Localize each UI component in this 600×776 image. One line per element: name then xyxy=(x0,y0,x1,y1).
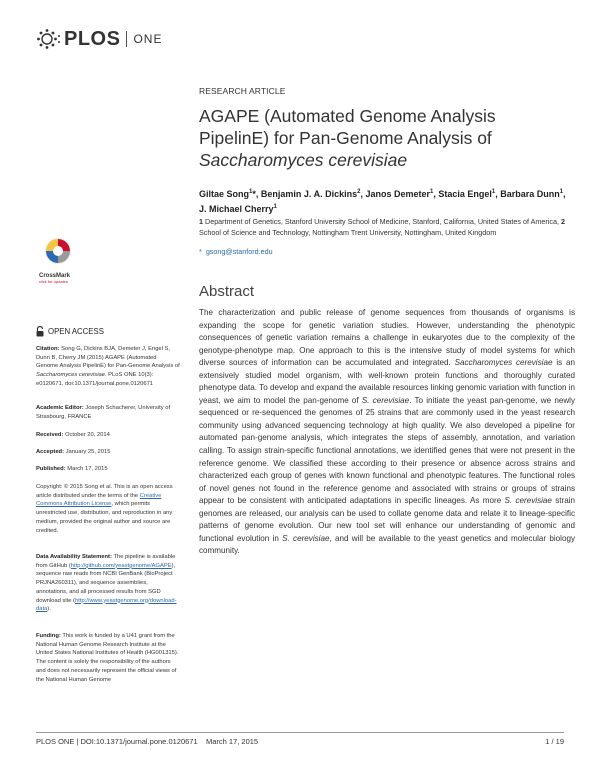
footer-citation: PLOS ONE | DOI:10.1371/journal.pone.0120671 March 17, 2015 xyxy=(36,737,259,746)
affil-text: Department of Genetics, Stanford University School of Medicine, Stanford, California, United States of America, xyxy=(205,217,559,226)
page-number: 1 / 19 xyxy=(545,737,564,746)
published-label: Published: xyxy=(36,466,66,472)
author-affil: 2 xyxy=(357,189,361,195)
corresponding-email xyxy=(199,247,273,256)
article-type: RESEARCH ARTICLE xyxy=(199,86,286,96)
funding-label: Funding: xyxy=(36,633,61,639)
logo-divider xyxy=(126,31,127,47)
abstract-part: , and will be available to the yeast genetics and molecular biology community. xyxy=(199,533,575,556)
plos-dots-icon xyxy=(36,28,62,50)
citation-species: Saccharomyces cerevisiae xyxy=(36,372,105,379)
crossmark-sub: click for updates xyxy=(39,279,68,284)
funding xyxy=(36,632,180,684)
accepted-value: January 25, 2015 xyxy=(65,449,111,455)
data-text: ), sequence raw reads from NCBI GenBank (BioProject PRJNA260311), and sequence assemblies, annotations, and all processed results from SGD download site ( xyxy=(36,562,176,604)
affil-text: School of Science and Technology, Nottingham Trent University, Nottingham, United Kingdom xyxy=(199,227,497,237)
author-affil: 1 xyxy=(273,203,277,210)
author-affil: 1 xyxy=(559,189,564,195)
editor-text: Joseph Schacherer, University of Strasbourg, FRANCE xyxy=(36,405,171,420)
species-name: S. cerevisiae xyxy=(361,395,410,405)
author-affil: 1 xyxy=(429,189,434,195)
citation xyxy=(36,345,180,389)
crossmark-badge[interactable] xyxy=(36,236,80,284)
license-link[interactable]: Creative Commons Attribution License xyxy=(36,492,162,508)
received-date xyxy=(36,431,180,440)
footer-divider xyxy=(36,732,564,733)
abstract-part: The characterization and public release of genome sequences from thousands of organisms is expanding the scope for genetic variation studies. However, understanding the phenotypic consequences of genetic variation remains a challenge in eukaryotes due to the complexity of the genotype-phenotype map. One approach to this is the intensive study of model systems for which diverse sources of information can be accumulated and integrated. xyxy=(199,308,575,368)
affil-number: 2 xyxy=(560,217,565,226)
author[interactable]: Giltae Song xyxy=(199,189,250,199)
accepted-label: Accepted: xyxy=(36,449,65,455)
open-access-badge xyxy=(36,326,104,337)
editor-label: Academic Editor: xyxy=(36,405,84,411)
abstract-text xyxy=(199,307,575,558)
author-list: Giltae Song$^1$*, Benjamin J. A. Dickins$^2$, Janos Demeter$^1$, Stacia Engel$^1$, Barbara Dunn$^1$, J. Michael Cherry$^1$ xyxy=(199,189,566,214)
abstract-heading: Abstract xyxy=(199,283,255,300)
affiliations xyxy=(199,217,579,238)
email-link[interactable]: gsong@stanford.edu xyxy=(205,247,273,256)
github-link[interactable]: http://github.com/yeastgenome/AGAPE xyxy=(70,562,172,569)
author[interactable]: Barbara Dunn xyxy=(500,189,560,199)
corresponding-star: * xyxy=(252,189,256,199)
data-availability xyxy=(36,553,180,614)
author[interactable]: J. Michael Cherry xyxy=(199,203,274,214)
crossmark-label: CrossMark xyxy=(39,273,71,279)
data-label: Data Availability Statement: xyxy=(36,554,112,560)
abstract-part: . To initiate the yeast pan-genome, we newly sequenced or re-sequenced the genomes of 25 strains that are commonly used in the yeast research community using advanced sequencing technology at high quality. We also developed a pipeline for automated pan-genome analysis, which integrates the steps of assembly, annotation, and variation calling. To assign strain-specific functional annotations, we identified genes that were not present in the reference genome. We classified these according to their presence or absence across strains and characterized each group of genes with known functional and phenotypic features. The functional roles of novel genes not found in the reference genome and associated with strains or groups of strains appear to be consistent with anticipated adaptations in specific lineages. As more xyxy=(199,395,576,506)
open-access-label: OPEN ACCESS xyxy=(48,327,104,336)
crossmark-icon xyxy=(36,236,80,268)
abstract-part: strain genomes are released, our analysis can be used to collate genome data and relate it to lineage-specific patterns of genome evolution. Our new tool set will enhance our understanding of genomic and functional evolution in xyxy=(199,496,576,543)
copyright-text: Copyright: © 2015 Song et al. This is an open access article distributed under the terms of the xyxy=(36,484,173,499)
author[interactable]: Benjamin J. A. Dickins xyxy=(260,189,358,199)
species-name: Saccharomyces cerevisiae xyxy=(454,358,553,368)
author[interactable]: Stacia Engel xyxy=(438,189,492,199)
published-date xyxy=(36,465,180,474)
author[interactable]: Janos Demeter xyxy=(365,189,430,199)
species-name: S. cerevisiae xyxy=(504,496,552,506)
copyright xyxy=(36,483,180,535)
author-affil: 1 xyxy=(249,189,253,195)
citation-text: Song G, Dickins BJA, Demeter J, Engel S, Dunn B, Cherry JM (2015) AGAPE (Automated Genome Analysis PipelinE) for Pan-Genome Analysis of xyxy=(36,346,180,370)
article-title xyxy=(199,105,559,171)
received-value: October 20, 2014 xyxy=(65,432,110,438)
journal-name: PLOS xyxy=(64,27,121,50)
journal-logo xyxy=(36,28,162,50)
data-text: ). xyxy=(47,606,51,613)
citation-tail: . PLoS ONE 10(3): e0120671. doi:10.1371/journal.pone.0120671 xyxy=(36,372,154,387)
citation-label: Citation: xyxy=(36,346,60,352)
copyright-text: , which permits unrestricted use, distribution, and reproduction in any medium, provided the original author and source are credited. xyxy=(36,501,173,534)
star-icon: * xyxy=(199,247,202,256)
published-value: March 17, 2015 xyxy=(67,466,108,472)
journal-subname: ONE xyxy=(133,32,163,46)
title-line-3: Saccharomyces cerevisiae xyxy=(199,150,408,170)
funding-text: This work is funded by a U41 grant from the National Human Genome Research Institute at the United States National Institutes of Health (HG001315). The content is solely the responsibility of the authors and does not necessarily represent the official views of the National Human Genome xyxy=(36,633,179,683)
title-line-2: PipelinE) for Pan-Genome Analysis of xyxy=(199,128,492,148)
affil-number: 1 xyxy=(199,217,203,226)
author-affil: 1 xyxy=(491,189,496,195)
sgd-link[interactable]: http://www.yeastgenome.org/download-data xyxy=(36,597,177,613)
title-line-1: AGAPE (Automated Genome Analysis xyxy=(199,106,496,126)
received-label: Received: xyxy=(36,432,64,438)
academic-editor xyxy=(36,404,180,421)
data-text: The pipeline is available from GitHub ( xyxy=(36,554,176,569)
open-lock-icon xyxy=(36,326,44,337)
accepted-date xyxy=(36,448,180,457)
abstract-part: is an extensively studied model organism, with well-known protein functions and thoroughly curated phenotype data. To develop and expand the available resources linking genomic variation with function in yeast, we aim to model the pan-genome of xyxy=(199,358,576,405)
species-name: S. cerevisiae xyxy=(282,533,330,543)
